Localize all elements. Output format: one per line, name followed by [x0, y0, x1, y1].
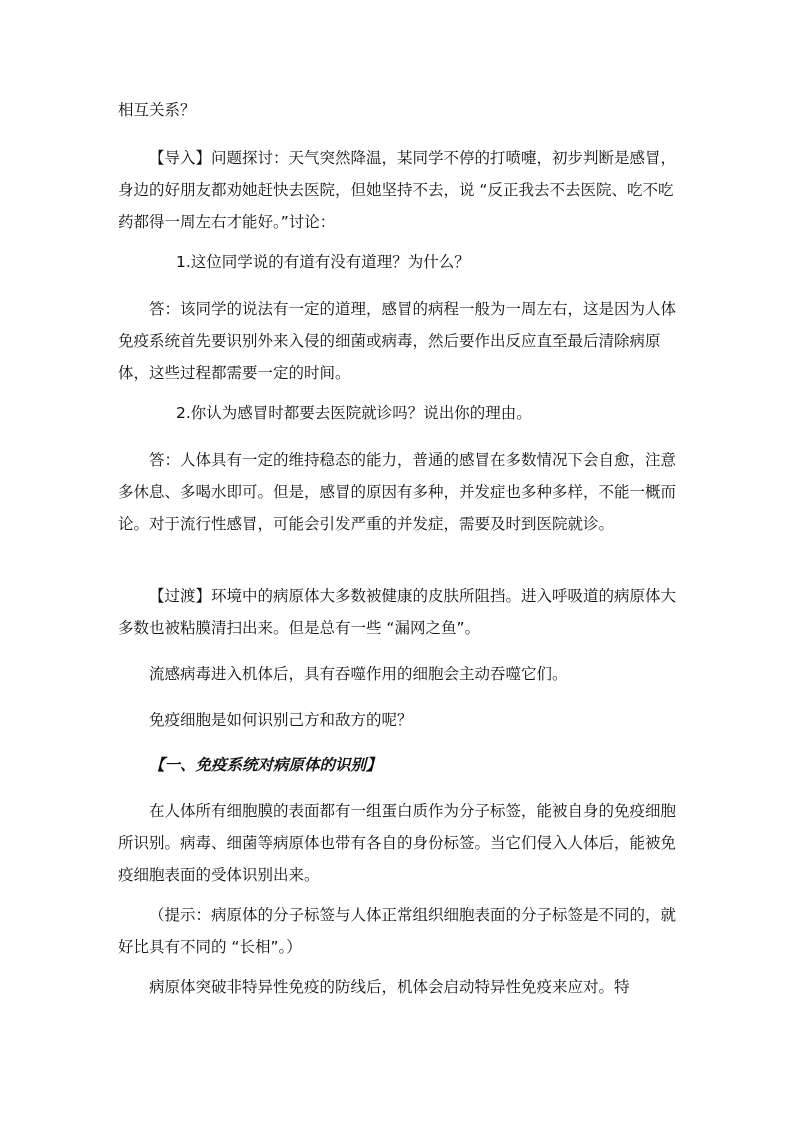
paragraph-molecular-tags: 在人体所有细胞膜的表面都有一组蛋白质作为分子标签，能被自身的免疫细胞所识别。病毒、细菌等病原体也带有各自的身份标签。当它们侵入人体后，能被免疫细胞表面的受体识别出来。 — [118, 802, 677, 884]
paragraph-question: 免疫细胞是如何识别己方和敌方的呢？ — [149, 711, 413, 729]
answer-2: 答：人体具有一定的维持稳态的能力，普通的感冒在多数情况下会自愈，注意多休息、多喝水即可。但是，感冒的原因有多种，并发症也多种多样，不能一概而论。对于流行性感冒，可能会引发严重的并发症，需要及时到医院就诊。 — [118, 451, 677, 533]
question-2: 2.你认为感冒时都要去医院就诊吗？说出你的理由。 — [176, 404, 532, 422]
paragraph-phagocytosis: 流感病毒进入机体后，具有吞噬作用的细胞会主动吞噬它们。 — [149, 665, 568, 683]
paragraph-hint: （提示：病原体的分子标签与人体正常组织细胞表面的分子标签是不同的，就好比具有不同的 “长相”。） — [118, 906, 677, 956]
answer-1: 答：该同学的说法有一定的道理，感冒的病程一般为一周左右，这是因为人体免疫系统首先要识别外来入侵的细菌或病毒，然后要作出反应直至最后清除病原体，这些过程都需要一定的时间。 — [118, 300, 677, 382]
paragraph-transition: 【过渡】环境中的病原体大多数被健康的皮肤所阻挡。进入呼吸道的病原体大多数也被粘膜清扫出来。但是总有一些 “漏网之鱼”。 — [118, 587, 677, 637]
paragraph-specific-immunity: 病原体突破非特异性免疫的防线后，机体会启动特异性免疫来应对。特 — [149, 978, 630, 996]
paragraph-lead-in: 【导入】问题探讨：天气突然降温，某同学不停的打喷嚏，初步判断是感冒，身边的好朋友都劝她赶快去医院，但她坚持不去，说 “反正我去不去医院、吃不吃药都得一周左右才能好。”讨论： — [118, 149, 677, 231]
question-1: 1.这位同学说的有道有没有道理？为什么？ — [176, 253, 470, 271]
section-heading: 【一、免疫系统对病原体的识别】 — [149, 756, 382, 774]
paragraph-intro-fragment: 相互关系？ — [118, 101, 196, 119]
